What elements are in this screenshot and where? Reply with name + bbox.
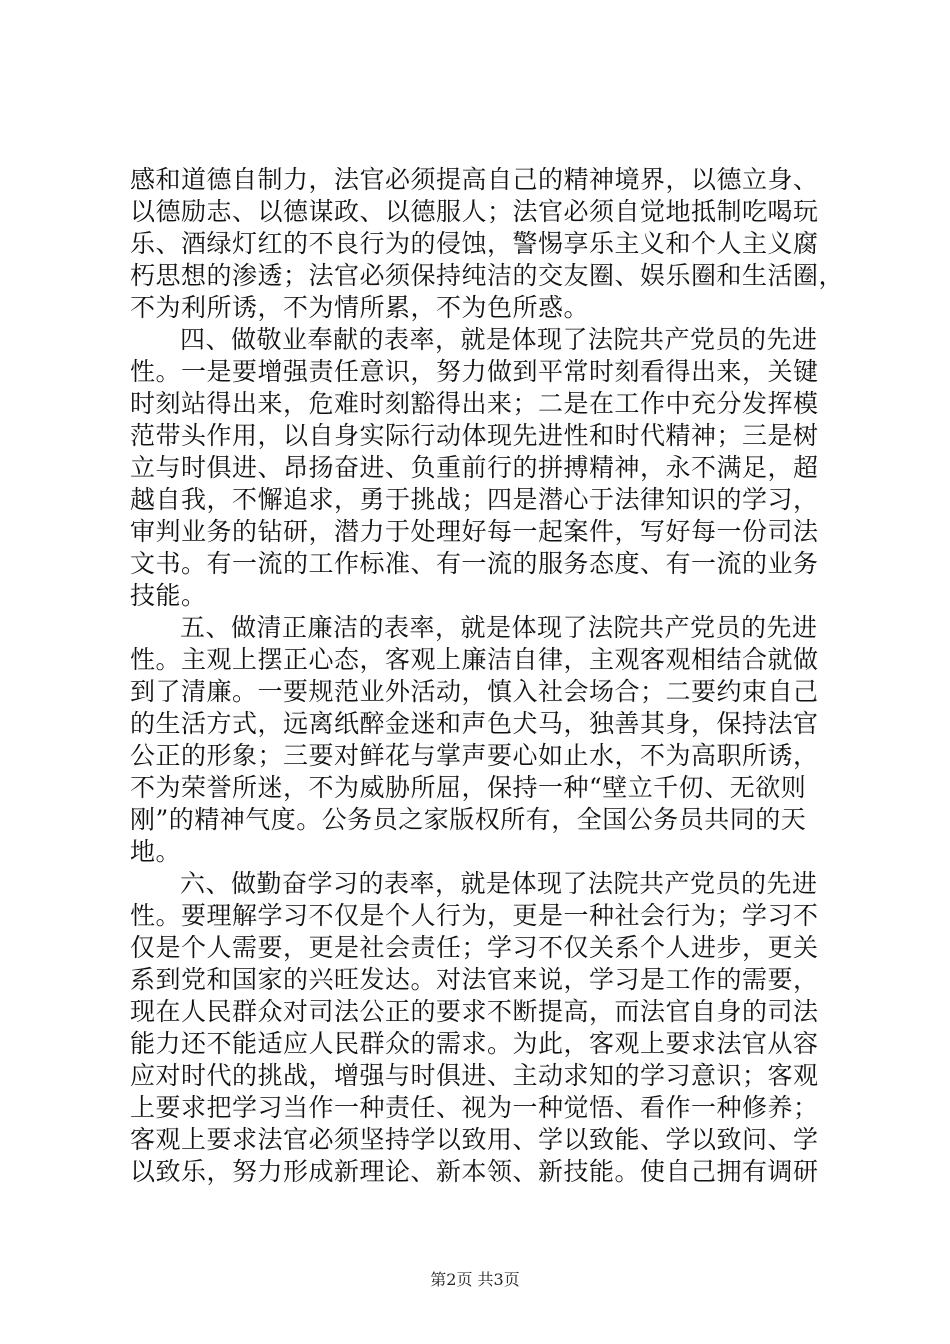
text-line: 应对时代的挑战，增强与时俱进、主动求知的学习意识；客观 — [130, 1061, 819, 1090]
text-line: 的生活方式，远离纸醉金迷和声色犬马，独善其身，保持法官 — [130, 709, 819, 738]
text-line: 审判业务的钻研，潜力于处理好每一起案件，写好每一份司法 — [130, 517, 819, 546]
text-line: 性。要理解学习不仅是个人行为，更是一种社会行为；学习不 — [130, 901, 819, 930]
text-line: 越自我，不懈追求，勇于挑战；四是潜心于法律知识的学习， — [130, 485, 819, 514]
text-line: 乐、酒绿灯红的不良行为的侵蚀，警惕享乐主义和个人主义腐 — [130, 229, 819, 258]
text-line: 性。主观上摆正心态，客观上廉洁自律，主观客观相结合就做 — [130, 645, 819, 674]
text-line: 感和道德自制力，法官必须提高自己的精神境界，以德立身、 — [130, 165, 819, 194]
text-line: 不为荣誉所迷，不为威胁所屈，保持一种“壁立千仞、无欲则 — [130, 773, 807, 802]
page-footer: 第2页 共3页 — [430, 1270, 520, 1289]
text-line: 五、做清正廉洁的表率，就是体现了法院共产党员的先进 — [180, 613, 818, 642]
text-line: 到了清廉。一要规范业外活动，慎入社会场合；二要约束自己 — [130, 677, 819, 706]
text-line: 技能。 — [130, 581, 207, 610]
text-line: 现在人民群众对司法公正的要求不断提高，而法官自身的司法 — [130, 997, 819, 1026]
document-body — [130, 164, 845, 1188]
text-line: 立与时俱进、昂扬奋进、负重前行的拼搏精神，永不满足，超 — [130, 453, 819, 482]
text-line: 范带头作用，以自身实际行动体现先进性和时代精神；三是树 — [130, 421, 819, 450]
text-line: 四、做敬业奉献的表率，就是体现了法院共产党员的先进 — [180, 325, 818, 354]
text-line: 刚”的精神气度。公务员之家版权所有，全国公务员共同的天 — [130, 805, 807, 834]
text-line: 能力还不能适应人民群众的需求。为此，客观上要求法官从容 — [130, 1029, 819, 1058]
text-line: 以致乐，努力形成新理论、新本领、新技能。使自己拥有调研 — [130, 1157, 819, 1186]
text-line: 不为利所诱，不为情所累，不为色所惑。 — [130, 293, 590, 322]
text-line: 客观上要求法官必须坚持学以致用、学以致能、学以致问、学 — [130, 1125, 819, 1154]
text-line: 六、做勤奋学习的表率，就是体现了法院共产党员的先进 — [180, 869, 818, 898]
text-line: 时刻站得出来，危难时刻豁得出来；二是在工作中充分发挥模 — [130, 389, 819, 418]
text-line: 朽思想的渗透；法官必须保持纯洁的交友圈、娱乐圈和生活圈， — [130, 261, 845, 290]
text-line: 地。 — [130, 837, 182, 866]
text-line: 上要求把学习当作一种责任、视为一种觉悟、看作一种修养； — [130, 1093, 819, 1122]
text-line: 仅是个人需要，更是社会责任；学习不仅关系个人进步，更关 — [130, 933, 819, 962]
text-line: 公正的形象；三要对鲜花与掌声要心如止水，不为高职所诱， — [130, 741, 819, 770]
text-line: 以德励志、以德谋政、以德服人；法官必须自觉地抵制吃喝玩 — [130, 197, 819, 226]
text-line: 系到党和国家的兴旺发达。对法官来说，学习是工作的需要， — [130, 965, 819, 994]
text-line: 性。一是要增强责任意识，努力做到平常时刻看得出来，关键 — [130, 357, 819, 386]
text-line: 文书。有一流的工作标准、有一流的服务态度、有一流的业务 — [130, 549, 819, 578]
